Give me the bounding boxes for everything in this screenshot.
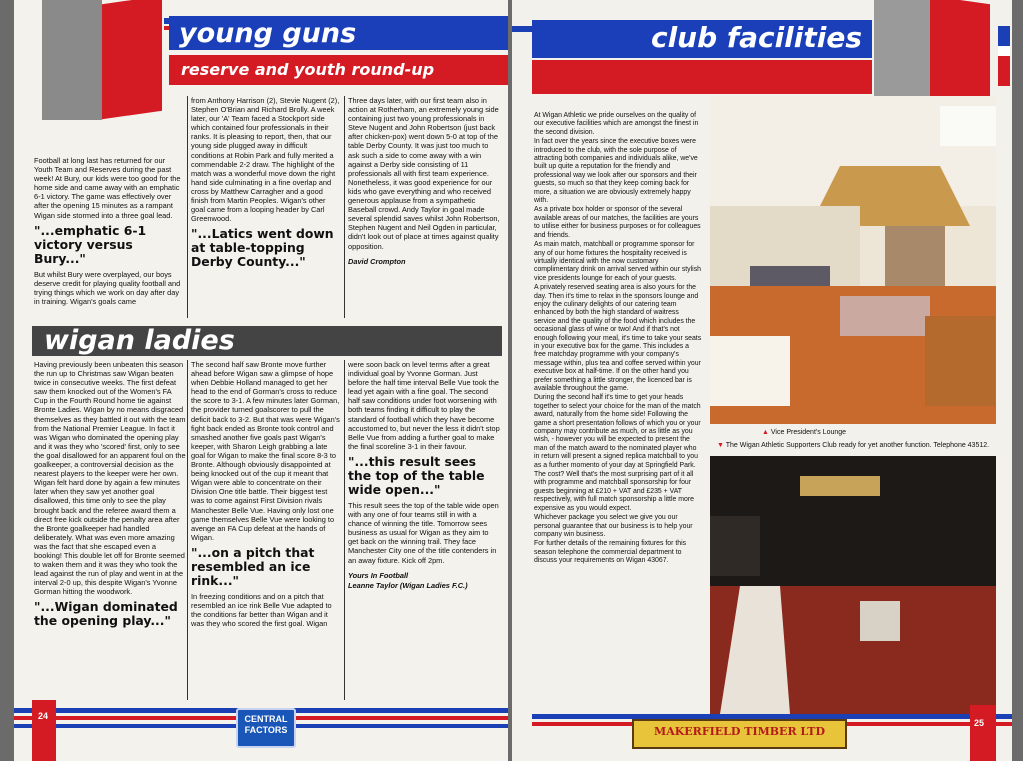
banner-young-guns: young guns [169,16,508,50]
ladies-column-2 [191,360,341,629]
lounge-caption-text: Vice President's Lounge [770,429,847,436]
left-page [14,0,508,761]
youth-pull-quote-2: "...Latics went down at table-topping Derby County..." [191,226,334,270]
function-room-photo [710,456,996,714]
supporters-caption [717,441,1002,450]
ladies-signature-2: Leanne Taylor (Wigan Ladies F.C.) [348,580,468,590]
triangle-up-icon: ▲ [762,429,769,436]
ladies-signature-1: Yours In Football [348,570,409,580]
facilities-paragraph: Whichever package you select we give you our personal guarantee that our business is to help your company win business. [534,514,693,538]
youth-signature: David Crompton [348,256,406,266]
ladies-column-1 [34,360,186,632]
facilities-paragraph: During the second half it's time to get your heads together to select your choice for the man of the match award, naturally from the home side! Following the game a short presentation follows of which you or your company may contribute as much, or as little as you wish, - however you will be expected to present the man of the match award to the nominated player who in return will present a signed replica matchball to you as a further momento of your day at Springfield Park. [534,394,701,469]
column-rule [344,96,345,318]
youth-text-1: Football at long last has returned for our Youth Team and Reserves during the past week! At Bury, our kids were too good for the home side and came away with an emphatic 6-1 victory. The game was effectively over after the opening 15 minutes as a rampant Wigan side stormed into a three goal lead. [34,156,181,220]
youth-text-2: from Anthony Harrison (2), Stevie Nugent (2), Stephen O'Brian and Richard Brolly. A week later, our 'A' Team faced a Stockport side which contained four professionals in their ranks. It is pleasing to report, then, that our young side plugged away in difficult conditions at Robin Park and fully merited a commendable 2-2 draw. The highlight of the match was a wonderful move down the right hand side culminating in a fine overlap and cross by Matthew Carragher and a good finish from Martin Peoples. Wigan's other goal came from a looping header by Carl Greenwood. [191,96,340,224]
column-rule [187,360,188,700]
red-band [532,60,872,94]
facilities-paragraph: For further details of the remaining fixtures for this season telephone the commercial department to discuss your requirements on Wigan 43067. [534,540,687,565]
facilities-paragraph: The cost? Well that's the most surprising part of it all with programme and matchball sponsorship for four guests beginning at £210 + VAT and £235 + VAT respectively, with full match sponsorship a little more expensive as you would expect. [534,471,694,512]
central-factors-badge: CENTRAL FACTORS [236,708,296,748]
edge-stripes [998,26,1010,86]
banner-club-facilities: club facilities [532,20,872,58]
column-rule [344,360,345,700]
page-number: 25 [974,718,985,728]
ladies-text-1: Having previously been unbeaten this season the run up to Christmas saw Wigan beaten twice in consecutive weeks. The first defeat saw them knocked out of the Women's FA Cup in the Fourth Round home tie against Bronte Ladies. Wigan by no means disgraced themselves as they battled it out with the team from the National Premier League. In fact it was Wigan who dominated the opening play and it was they who 'scored' first, only to see the goal disallowed for an apparent foul on the goalkeeper, a controversial decision as the nearest players to the keeper were her own. Wigan felt hard done by again a few minutes later when they saw yet another goal disallowed, this time only to see the play brought back and the referee award them a direct free kick outside the penalty area after the Bronte goalkeeper had handled deliberately. What was even more amazing was the fact that she escaped even a booking! This double let off for Bronte seemed to waken them and it was they who took the lead against the run of play and went in at the interval 2-0 up, this despite Wigan's Yvonne Gorman hitting the woodwork. [34,360,186,597]
banner-wigan-ladies: wigan ladies [32,326,502,356]
function-room-illustration [710,456,996,714]
ladies-column-3 [348,360,500,591]
lounge-caption [762,428,846,437]
youth-column-3 [348,96,500,267]
facilities-paragraph: As main match, matchball or programme sponsor for any of our home fixtures the hospitality received is virtually identical with the now customary complimentary drink on arrival served within our stylish vice presidents lounge for each of your guests. [534,241,701,282]
page-number: 24 [38,711,49,721]
supporters-caption-text: The Wigan Athletic Supporters Club ready for yet another function. Telephone 43512. [725,442,990,449]
youth-text-1b: But whilst Bury were overplayed, our boys deserve credit for playing quality football and trying things which we work on day after day in training. Wigan's goals came [34,269,181,306]
right-page [512,0,1012,761]
lounge-photo [710,96,996,424]
youth-column-2 [191,96,341,273]
banner-reserve-youth: reserve and youth round-up [169,55,508,85]
column-rule [187,96,188,318]
page-number-tab [970,705,996,761]
facilities-paragraph: In fact over the years since the executive boxes were introduced to the club, with the sole purpose of attracting both companies and individuals alike, we've built up quite a reputation for the friendly and professional way we look after our sponsors and their guests, so much so that they keep coming back for more, a situation we are obviously extremely happy with. [534,138,698,205]
youth-column-1 [34,156,184,307]
youth-text-3: Three days later, with our first team also in action at Rotherham, an extremely young side containing just two young professionals in Steve Nugent and John Robertson (just back after chicken-pox) went down 5-0 at top of the table Derby County. It was just too much to ask such a side to come away with a win against a Derby side consisting of 11 professionals all with first team experience. Nonetheless, it was good experience for our kids who gave everything and who received generous applause from a sympathetic Baseball crowd. Andy Taylor in goal made several splendid saves whilst John Robertson, Stephen Nugent and Neil Ogden in particular, didn't look out of place at times against quality opposition. [348,96,500,251]
facilities-paragraph: A privately reserved seating area is also yours for the day. Then it's time to relax in the sponsors lounge and enjoy the culinary delights of our catering team enhanced by both the high standard of waitress service and the quality of the food which includes the occasional glass of wine or two! And if that's not enough following your meal, it's time to take your seats in your executive box for the game. This includes a free matchday programme with your company's message within, plus tea and coffee served within your executive box at half-time. If on the other hand you prefer something a little stronger, the licenced bar is available throughout the game. [534,284,702,392]
ladies-text-3: were soon back on level terms after a great individual goal by Yvonne Gorman. Just before the half time interval Belle Vue took the lead yet again with a fine goal. The second half saw conditions under foot worsening with both teams finding it difficult to play the standard of football which they have become accustomed to, but never the less it didn't stop Belle Vue from adding a further goal to make the final scoreline 3-1 in their favour. [348,360,500,451]
ladies-pull-quote-1: "...Wigan dominated the opening play..." [34,599,178,629]
youth-pull-quote-1: "...emphatic 6-1 victory versus Bury..." [34,222,147,266]
facilities-column [534,112,702,567]
ladies-text-3b: This result sees the top of the table wide open with any one of four teams still in with a chance of winning the title. Tomorrow sees business as usual for Wigan as they aim to get back on the winning trail. They face Manchester City one of the title contenders in an away fixture. Kick off 2pm. [348,500,499,565]
makerfield-timber-logo: MAKERFIELD TIMBER LTD [632,719,847,749]
ladies-text-2: The second half saw Bronte move further ahead before Wigan saw a glimpse of hope when Debbie Holland managed to get her head to the end of Gorman's cross to reduce the score to 3-1. A few minutes later Gorman, the provider turned goalscorer to pull the deficit back to 3-2. But that was were Wigan's fight back ended as Bronte took control and smashed another five goals past Wigan's keeper, with Sharon Leigh grabbing a late goal for Wigan to make the final score 8-3 to Bronte. Although obviously disappointed at being knocked out of the cup it meant that Wigan were able to concentrate on their Division One title battle. Their biggest test was to come against First Division rivals Manchester Belle Vue. Having only lost one game themselves Belle Vue were looking to avenge an FA Cup defeat at the hands of Wigan. [191,360,340,542]
ladies-text-2b: In freezing conditions and on a pitch that resembled an ice rink Belle Vue adapted to the conditions far better than Wigan and it was they who scored the first goal. Wigan [191,591,332,629]
lounge-illustration [710,96,996,424]
facilities-paragraph: As a private box holder or sponsor of the several available areas of our matches, the facilities are yours to utilise either for business purposes or for colleagues and friends. [534,206,701,239]
page-number-tab [32,700,56,761]
ladies-pull-quote-3: "...this result sees the top of the table wide open..." [348,453,485,497]
ladies-pull-quote-2: "...on a pitch that resembled an ice rink..." [191,544,315,588]
flag-graphic [42,0,164,120]
triangle-down-icon: ▼ [717,442,724,449]
facilities-paragraph: At Wigan Athletic we pride ourselves on the quality of our executive facilities which are amongst the finest in the second division. [534,112,699,136]
